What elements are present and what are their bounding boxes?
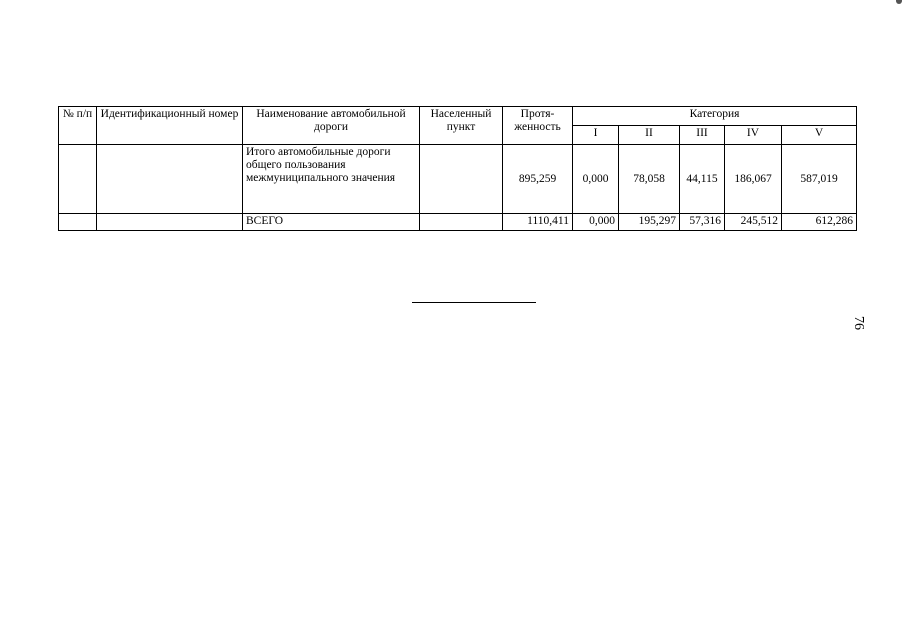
cell-road-name: Итого автомобильные дороги общего пользования межмуниципального значения bbox=[243, 145, 420, 214]
cell-cat-5: 587,019 bbox=[782, 145, 857, 214]
header-name: Наименование автомобильной дороги bbox=[243, 107, 420, 145]
page-number: 76 bbox=[851, 316, 866, 330]
header-length: Протя-женность bbox=[503, 107, 573, 145]
cell-cat-3: 57,316 bbox=[680, 214, 725, 231]
header-cat-1: I bbox=[573, 126, 619, 145]
cell-cat-1: 0,000 bbox=[573, 214, 619, 231]
header-cat-2: II bbox=[619, 126, 680, 145]
table-row-total bbox=[59, 214, 857, 231]
header-category: Категория bbox=[573, 107, 857, 126]
header-num: № п/п bbox=[59, 107, 97, 145]
scan-corner-mark bbox=[896, 0, 902, 4]
header-settlement: Населенный пункт bbox=[420, 107, 503, 145]
cell-settlement bbox=[420, 145, 503, 214]
cell-length: 895,259 bbox=[503, 145, 573, 214]
roads-table bbox=[58, 106, 857, 231]
cell-num bbox=[59, 145, 97, 214]
cell-num bbox=[59, 214, 97, 231]
cell-cat-2: 78,058 bbox=[619, 145, 680, 214]
cell-cat-2: 195,297 bbox=[619, 214, 680, 231]
cell-cat-4: 186,067 bbox=[725, 145, 782, 214]
header-row-1 bbox=[59, 107, 857, 126]
header-cat-5: V bbox=[782, 126, 857, 145]
cell-settlement bbox=[420, 214, 503, 231]
table-row-subtotal bbox=[59, 145, 857, 214]
cell-length: 1110,411 bbox=[503, 214, 573, 231]
cell-id bbox=[97, 214, 243, 231]
header-id: Идентификационный номер bbox=[97, 107, 243, 145]
cell-cat-4: 245,512 bbox=[725, 214, 782, 231]
cell-cat-3: 44,115 bbox=[680, 145, 725, 214]
cell-cat-5: 612,286 bbox=[782, 214, 857, 231]
header-cat-3: III bbox=[680, 126, 725, 145]
cell-road-name: ВСЕГО bbox=[243, 214, 420, 231]
header-cat-4: IV bbox=[725, 126, 782, 145]
end-of-table-rule bbox=[412, 302, 536, 303]
cell-id bbox=[97, 145, 243, 214]
cell-cat-1: 0,000 bbox=[573, 145, 619, 214]
